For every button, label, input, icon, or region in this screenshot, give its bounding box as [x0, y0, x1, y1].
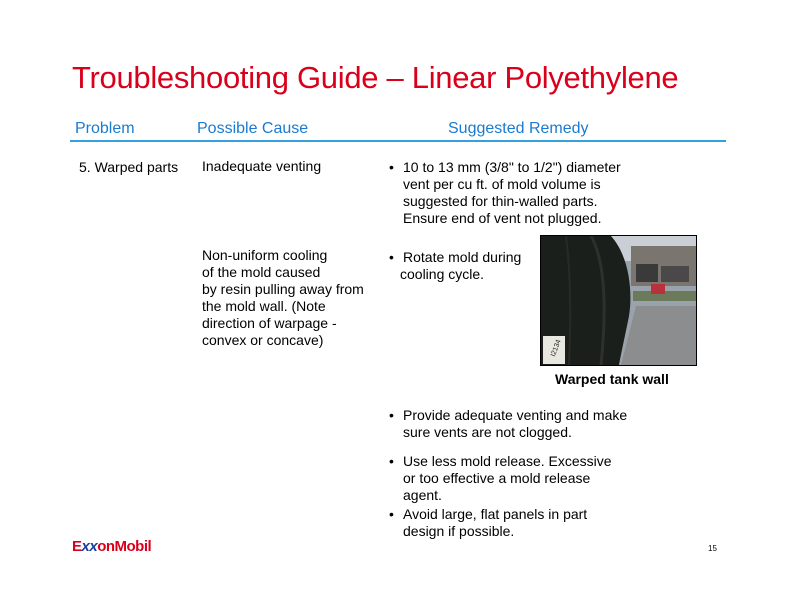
column-header-cause: Possible Cause	[197, 120, 309, 137]
remedy-line: design if possible.	[403, 523, 515, 539]
problem-cell	[79, 159, 178, 176]
cause-line: convex or concave)	[202, 332, 324, 348]
slide-title: Troubleshooting Guide – Linear Polyethylene	[72, 60, 679, 95]
cause-2	[202, 247, 364, 349]
tank-illustration	[541, 236, 696, 365]
column-header-problem: Problem	[75, 120, 135, 137]
remedy-line: Provide adequate venting and make	[403, 407, 628, 423]
page-number: 15	[708, 544, 717, 553]
problem-label: Warped parts	[94, 159, 179, 175]
cause-line: by resin pulling away from	[202, 281, 364, 297]
cause-line: direction of warpage -	[202, 315, 337, 331]
exxonmobil-logo	[72, 538, 151, 555]
problem-number: 5.	[79, 159, 91, 175]
logo-text-xx: xx	[81, 538, 98, 555]
cause-line: Inadequate venting	[202, 158, 322, 174]
remedy-line: 10 to 13 mm (3/8" to 1/2") diameter	[403, 159, 621, 175]
bullet: •	[389, 249, 394, 265]
logo-text-start: E	[72, 538, 82, 555]
header-rule	[70, 140, 726, 142]
bullet: •	[389, 453, 394, 469]
bullet: •	[389, 159, 394, 175]
remedy-2	[389, 249, 521, 283]
cause-line: the mold wall. (Note	[202, 298, 326, 314]
remedy-line: sure vents are not clogged.	[403, 424, 572, 440]
cause-line: of the mold caused	[202, 264, 321, 280]
remedy-line: or too effective a mold release	[403, 470, 591, 486]
remedy-5	[389, 506, 587, 540]
remedy-line: vent per cu ft. of mold volume is	[403, 176, 601, 192]
cause-line: Non-uniform cooling	[202, 247, 328, 263]
warped-tank-photo	[540, 235, 697, 366]
remedy-3	[389, 407, 627, 441]
remedy-line: Use less mold release. Excessive	[403, 453, 612, 469]
photo-caption: Warped tank wall	[555, 371, 669, 387]
bullet: •	[389, 407, 394, 423]
tank-label: I2134	[550, 338, 563, 358]
remedy-line: Avoid large, flat panels in part	[403, 506, 588, 522]
remedy-line: agent.	[403, 487, 442, 503]
column-header-remedy: Suggested Remedy	[448, 120, 589, 137]
remedy-line: suggested for thin-walled parts.	[403, 193, 598, 209]
remedy-1	[389, 159, 621, 227]
remedy-4	[389, 453, 612, 504]
remedy-line: Rotate mold during	[403, 249, 522, 265]
remedy-line: Ensure end of vent not plugged.	[403, 210, 602, 226]
logo-text-end: onMobil	[97, 538, 152, 555]
cause-1	[202, 158, 321, 175]
bullet: •	[389, 506, 394, 522]
remedy-line: cooling cycle.	[400, 266, 485, 282]
